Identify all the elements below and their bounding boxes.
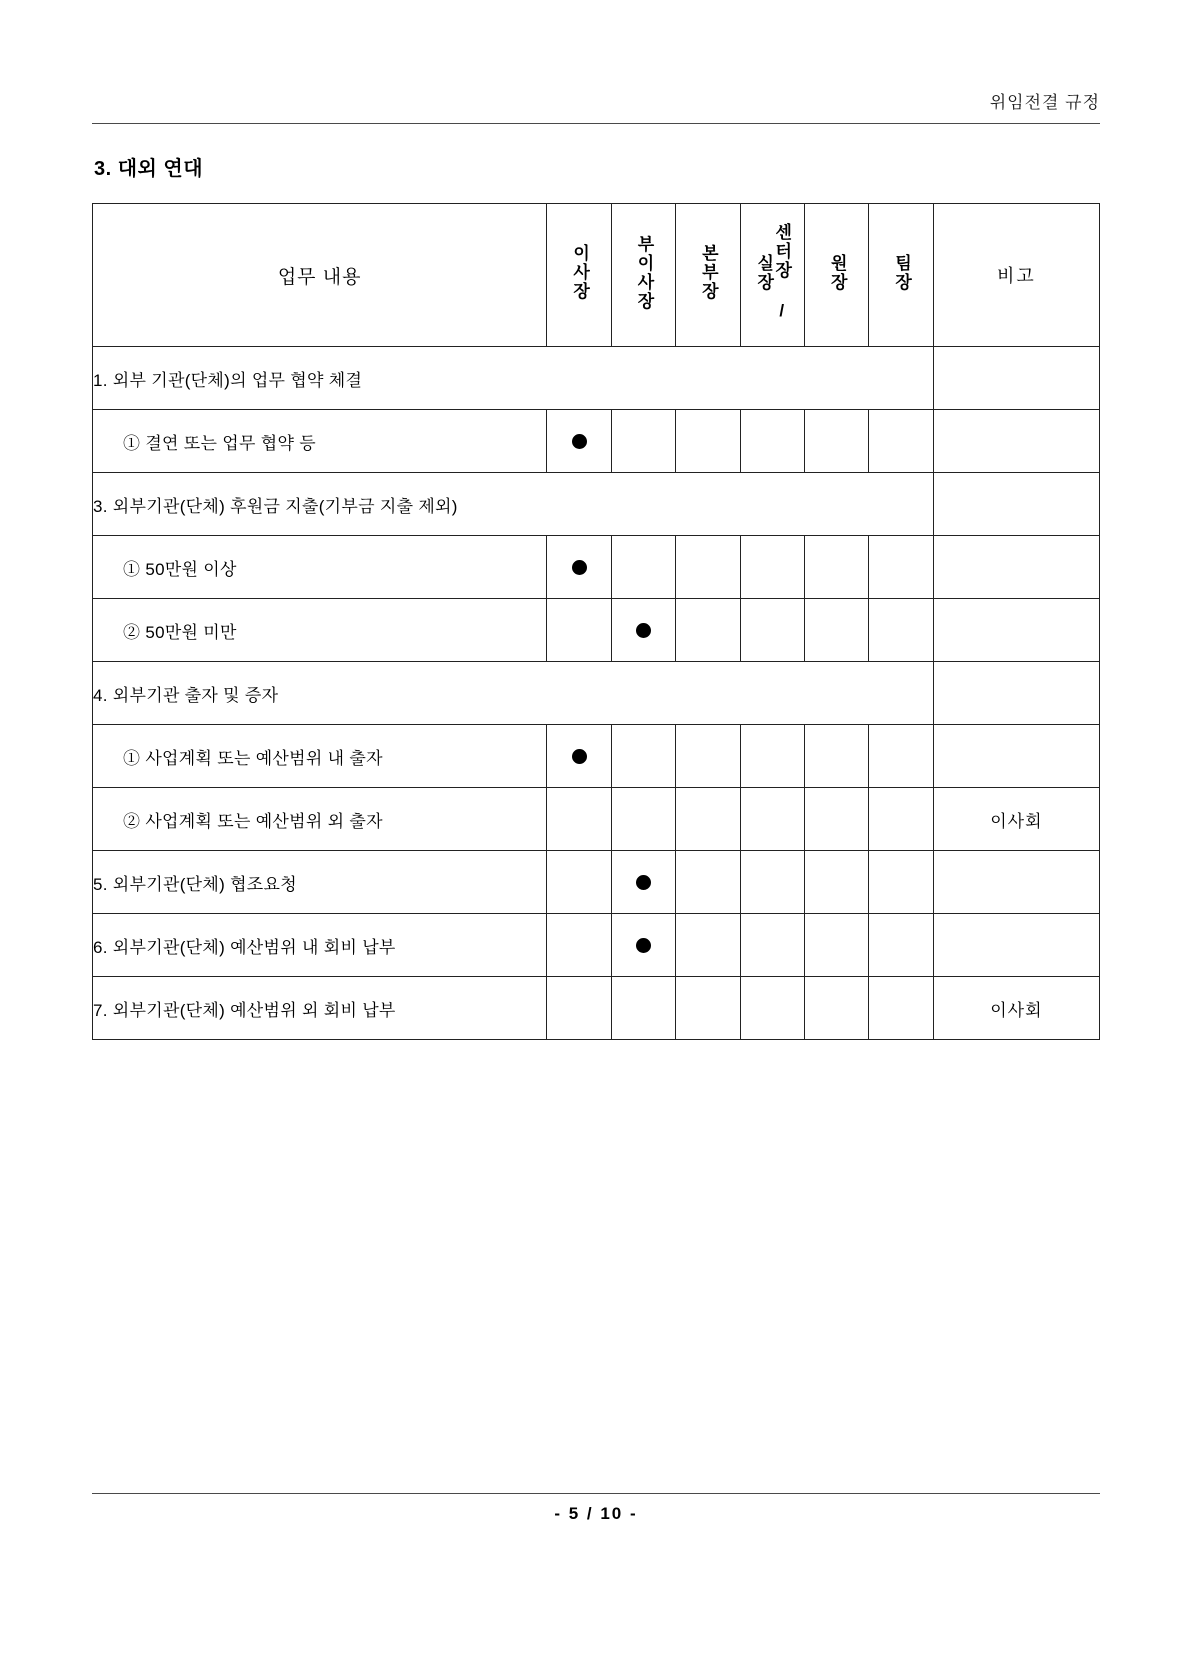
note-cell: [933, 473, 1099, 536]
approval-cell: [611, 725, 675, 788]
approval-cell: [869, 851, 933, 914]
approval-cell: [869, 599, 933, 662]
table-row: [93, 851, 1100, 914]
approval-dot-icon: [636, 938, 651, 953]
note-cell: 이사회: [933, 977, 1099, 1040]
task-cell: 6. 외부기관(단체) 예산범위 내 회비 납부: [93, 914, 547, 977]
approval-cell: [804, 725, 868, 788]
approval-cell: [676, 725, 740, 788]
footer-divider: [92, 1493, 1100, 1494]
approval-cell: [547, 725, 611, 788]
note-cell: [933, 851, 1099, 914]
approval-cell: [611, 788, 675, 851]
column-header-centerjang-siljang: 센터장 / 실장: [740, 204, 804, 347]
table-row: [93, 725, 1100, 788]
table-row: [93, 914, 1100, 977]
note-cell: [933, 914, 1099, 977]
table-row: [93, 599, 1100, 662]
approval-cell: [547, 599, 611, 662]
note-cell: [933, 725, 1099, 788]
task-cell: ② 50만원 미만: [93, 599, 547, 662]
approval-cell: [740, 977, 804, 1040]
approval-cell: [676, 914, 740, 977]
table-row: [93, 473, 1100, 536]
task-cell: ② 사업계획 또는 예산범위 외 출자: [93, 788, 547, 851]
task-cell: 4. 외부기관 출자 및 증자: [93, 662, 934, 725]
approval-cell: [676, 410, 740, 473]
document-header: [92, 0, 1100, 113]
approval-cell: [676, 536, 740, 599]
approval-cell: [740, 851, 804, 914]
page-footer: [92, 1493, 1100, 1524]
column-header-teamjang: 팀장: [869, 204, 933, 347]
approval-cell: [547, 977, 611, 1040]
approval-cell: [676, 977, 740, 1040]
column-header-buisajang: 부이사장: [611, 204, 675, 347]
column-header-note: 비고: [933, 204, 1099, 347]
approval-cell: [740, 914, 804, 977]
approval-cell: [676, 599, 740, 662]
note-cell: [933, 536, 1099, 599]
table-row: [93, 788, 1100, 851]
approval-cell: [869, 410, 933, 473]
approval-dot-icon: [572, 560, 587, 575]
approval-cell: [869, 725, 933, 788]
header-divider: [92, 123, 1100, 124]
approval-cell: [804, 977, 868, 1040]
approval-cell: [804, 851, 868, 914]
document-title: 위임전결 규정: [989, 93, 1100, 112]
approval-cell: [740, 599, 804, 662]
approval-cell: [804, 410, 868, 473]
approval-cell: [676, 788, 740, 851]
task-cell: ① 결연 또는 업무 협약 등: [93, 410, 547, 473]
approval-cell: [611, 914, 675, 977]
approval-cell: [547, 410, 611, 473]
note-cell: [933, 347, 1099, 410]
table-row: [93, 977, 1100, 1040]
approval-cell: [804, 914, 868, 977]
approval-cell: [611, 977, 675, 1040]
task-cell: 5. 외부기관(단체) 협조요청: [93, 851, 547, 914]
note-cell: [933, 410, 1099, 473]
approval-cell: [740, 725, 804, 788]
approval-cell: [804, 536, 868, 599]
approval-cell: [869, 788, 933, 851]
column-header-task: 업무 내용: [93, 204, 547, 347]
note-cell: 이사회: [933, 788, 1099, 851]
approval-cell: [611, 410, 675, 473]
approval-dot-icon: [572, 749, 587, 764]
table-row: [93, 410, 1100, 473]
task-cell: ① 50만원 이상: [93, 536, 547, 599]
column-header-wonjang: 원장: [804, 204, 868, 347]
approval-dot-icon: [572, 434, 587, 449]
approval-cell: [547, 851, 611, 914]
approval-cell: [547, 536, 611, 599]
delegation-matrix-table: [92, 203, 1100, 1040]
task-cell: ① 사업계획 또는 예산범위 내 출자: [93, 725, 547, 788]
approval-cell: [676, 851, 740, 914]
approval-cell: [611, 851, 675, 914]
approval-cell: [740, 410, 804, 473]
section-heading: 3. 대외 연대: [94, 158, 204, 180]
table-row: [93, 662, 1100, 725]
approval-cell: [804, 599, 868, 662]
approval-dot-icon: [636, 623, 651, 638]
table-row: [93, 347, 1100, 410]
note-cell: [933, 662, 1099, 725]
approval-cell: [869, 977, 933, 1040]
approval-cell: [740, 788, 804, 851]
note-cell: [933, 599, 1099, 662]
approval-cell: [547, 914, 611, 977]
column-header-bonbujang: 본부장: [676, 204, 740, 347]
column-header-isajang: 이사장: [547, 204, 611, 347]
task-cell: 1. 외부 기관(단체)의 업무 협약 체결: [93, 347, 934, 410]
table-row: [93, 536, 1100, 599]
approval-cell: [611, 536, 675, 599]
task-cell: 7. 외부기관(단체) 예산범위 외 회비 납부: [93, 977, 547, 1040]
approval-cell: [869, 914, 933, 977]
approval-cell: [804, 788, 868, 851]
approval-cell: [611, 599, 675, 662]
table-header-row: [93, 204, 1100, 347]
approval-cell: [869, 536, 933, 599]
task-cell: 3. 외부기관(단체) 후원금 지출(기부금 지출 제외): [93, 473, 934, 536]
approval-dot-icon: [636, 875, 651, 890]
approval-cell: [547, 788, 611, 851]
approval-cell: [740, 536, 804, 599]
page-number: - 5 / 10 -: [554, 1504, 638, 1523]
table-body: [93, 347, 1100, 1040]
